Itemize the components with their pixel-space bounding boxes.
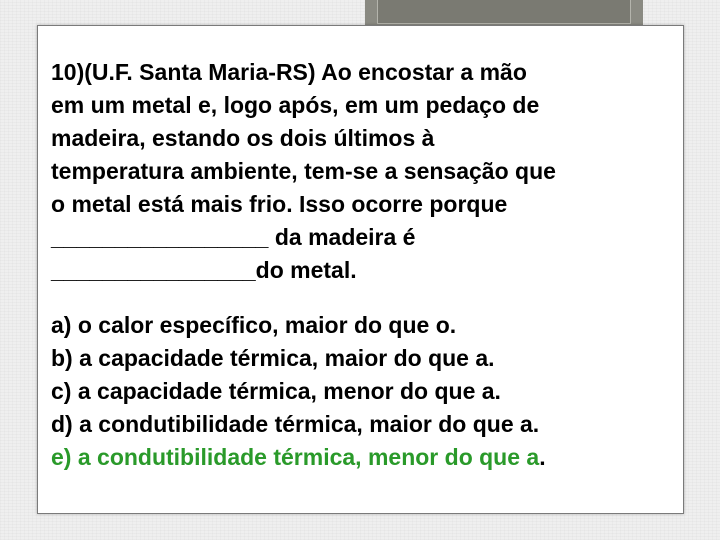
- answer-options: [51, 309, 681, 474]
- question-line-blank: _________________ da madeira é: [51, 224, 416, 250]
- content: [51, 56, 681, 474]
- question-text: [51, 56, 681, 287]
- decorative-square-inner: [377, 0, 631, 24]
- option-b: b) a capacidade térmica, maior do que a.: [51, 345, 495, 371]
- question-line: o metal está mais frio. Isso ocorre porque: [51, 191, 508, 217]
- option-c: c) a capacidade térmica, menor do que a.: [51, 378, 501, 404]
- question-line: 10)(U.F. Santa Maria-RS) Ao encostar a mão: [51, 59, 527, 85]
- option-e-correct: [51, 441, 681, 474]
- option-e-period: .: [539, 444, 546, 470]
- option-d: d) a condutibilidade térmica, maior do que a.: [51, 411, 540, 437]
- question-line-blank: ________________do metal.: [51, 257, 357, 283]
- question-line: temperatura ambiente, tem-se a sensação que: [51, 158, 556, 184]
- question-line: em um metal e, logo após, em um pedaço de: [51, 92, 540, 118]
- option-a: a) o calor específico, maior do que o.: [51, 312, 457, 338]
- question-line: madeira, estando os dois últimos à: [51, 125, 435, 151]
- content-card: [37, 25, 684, 514]
- option-e-text: e) a condutibilidade térmica, menor do que a: [51, 444, 540, 470]
